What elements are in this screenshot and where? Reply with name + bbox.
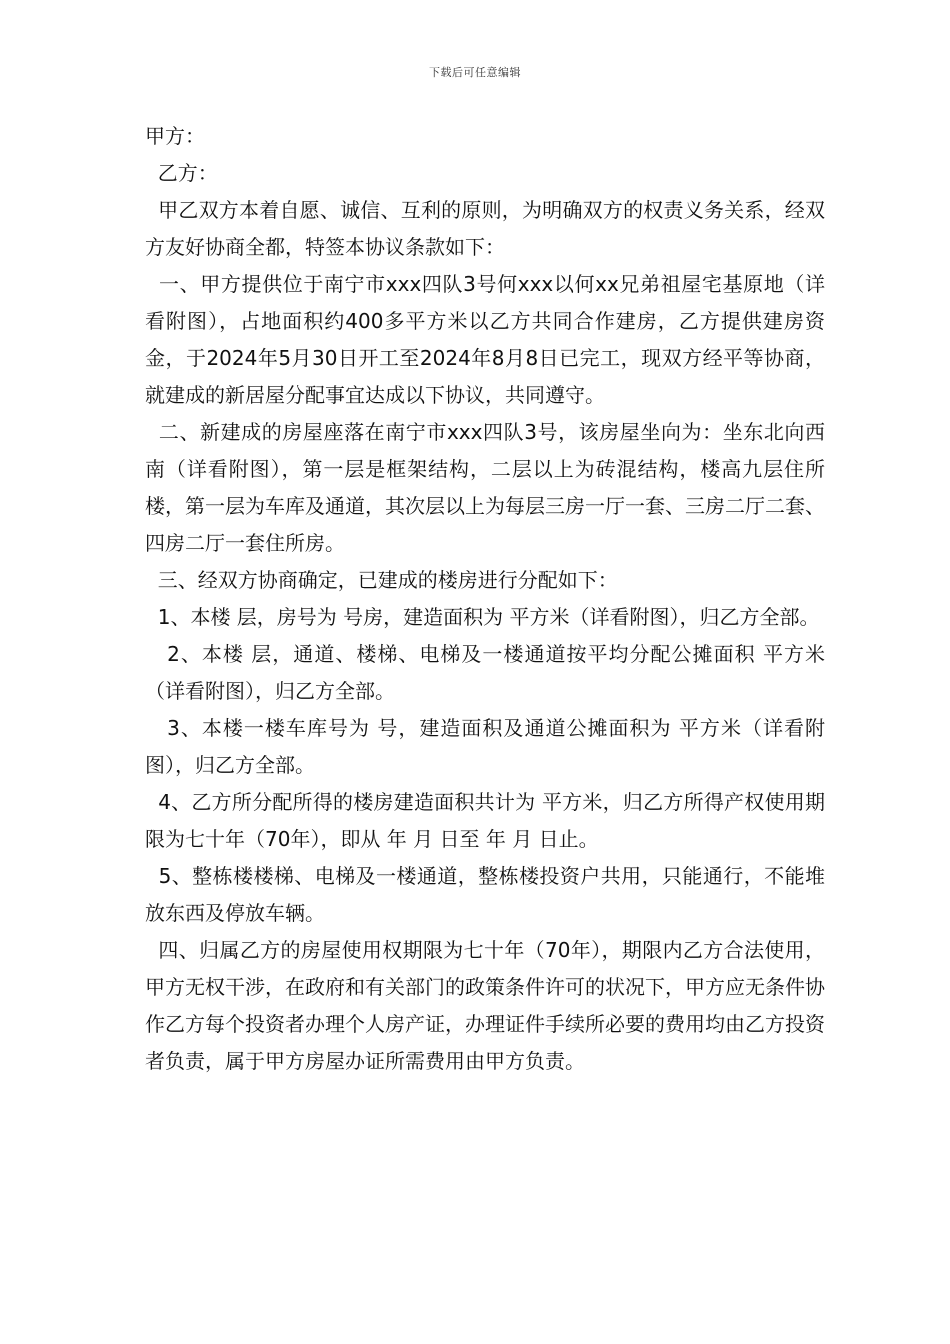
clause-3-item-5: 5、整栋楼楼梯、电梯及一楼通道，整栋楼投资户共用，只能通行，不能堆放东西及停放车辆。 [145, 864, 825, 925]
party-a-line: 甲方： [145, 124, 205, 148]
document-body [145, 118, 825, 1080]
clause-3-item-4: 4、乙方所分配所得的楼房建造面积共计为 平方米，归乙方所得产权使用期限为七十年（70年），即从 年 月 日至 年 月 日止。 [145, 790, 825, 851]
page-header: 下载后可任意编辑 [429, 66, 521, 79]
party-b-line: 乙方： [145, 161, 218, 185]
clause-4-paragraph: 四、归属乙方的房屋使用权期限为七十年（70年），期限内乙方合法使用，甲方无权干涉，在政府和有关部门的政策条件许可的状况下，甲方应无条件协作乙方每个投资者办理个人房产证，办理证件手续所必要的费用均由乙方投资者负责，属于甲方房屋办证所需费用由甲方负责。 [145, 938, 826, 1073]
clause-2-paragraph: 二、新建成的房屋座落在南宁市xxx四队3号，该房屋坐向为：坐东北向西南（详看附图），第一层是框架结构，二层以上为砖混结构，楼高九层住所楼，第一层为车库及通道，其次层以上为每层三房一厅一套、三房二厅二套、四房二厅一套住所房。 [145, 420, 825, 555]
clause-3-heading: 三、经双方协商确定，已建成的楼房进行分配如下： [145, 568, 618, 592]
clause-3-item-1: 1、本楼 层，房号为 号房，建造面积为 平方米（详看附图），归乙方全部。 [145, 605, 820, 629]
clause-3-item-3: 3、本楼一楼车库号为 号，建造面积及通道公摊面积为 平方米（详看附图），归乙方全部。 [145, 716, 825, 777]
clause-1-paragraph: 一、甲方提供位于南宁市xxx四队3号何xxx以何xx兄弟祖屋宅基原地（详看附图），占地面积约400多平方米以乙方共同合作建房，乙方提供建房资金，于2024年5月30日开工至2024年8月8日已完工，现双方经平等协商，就建成的新居屋分配事宜达成以下协议，共同遵守。 [145, 272, 825, 407]
preamble-paragraph: 甲乙双方本着自愿、诚信、互利的原则，为明确双方的权责义务关系，经双方友好协商全都，特签本协议条款如下： [145, 198, 826, 259]
clause-3-item-2: 2、本楼 层，通道、楼梯、电梯及一楼通道按平均分配公摊面积 平方米（详看附图），归乙方全部。 [145, 642, 825, 703]
